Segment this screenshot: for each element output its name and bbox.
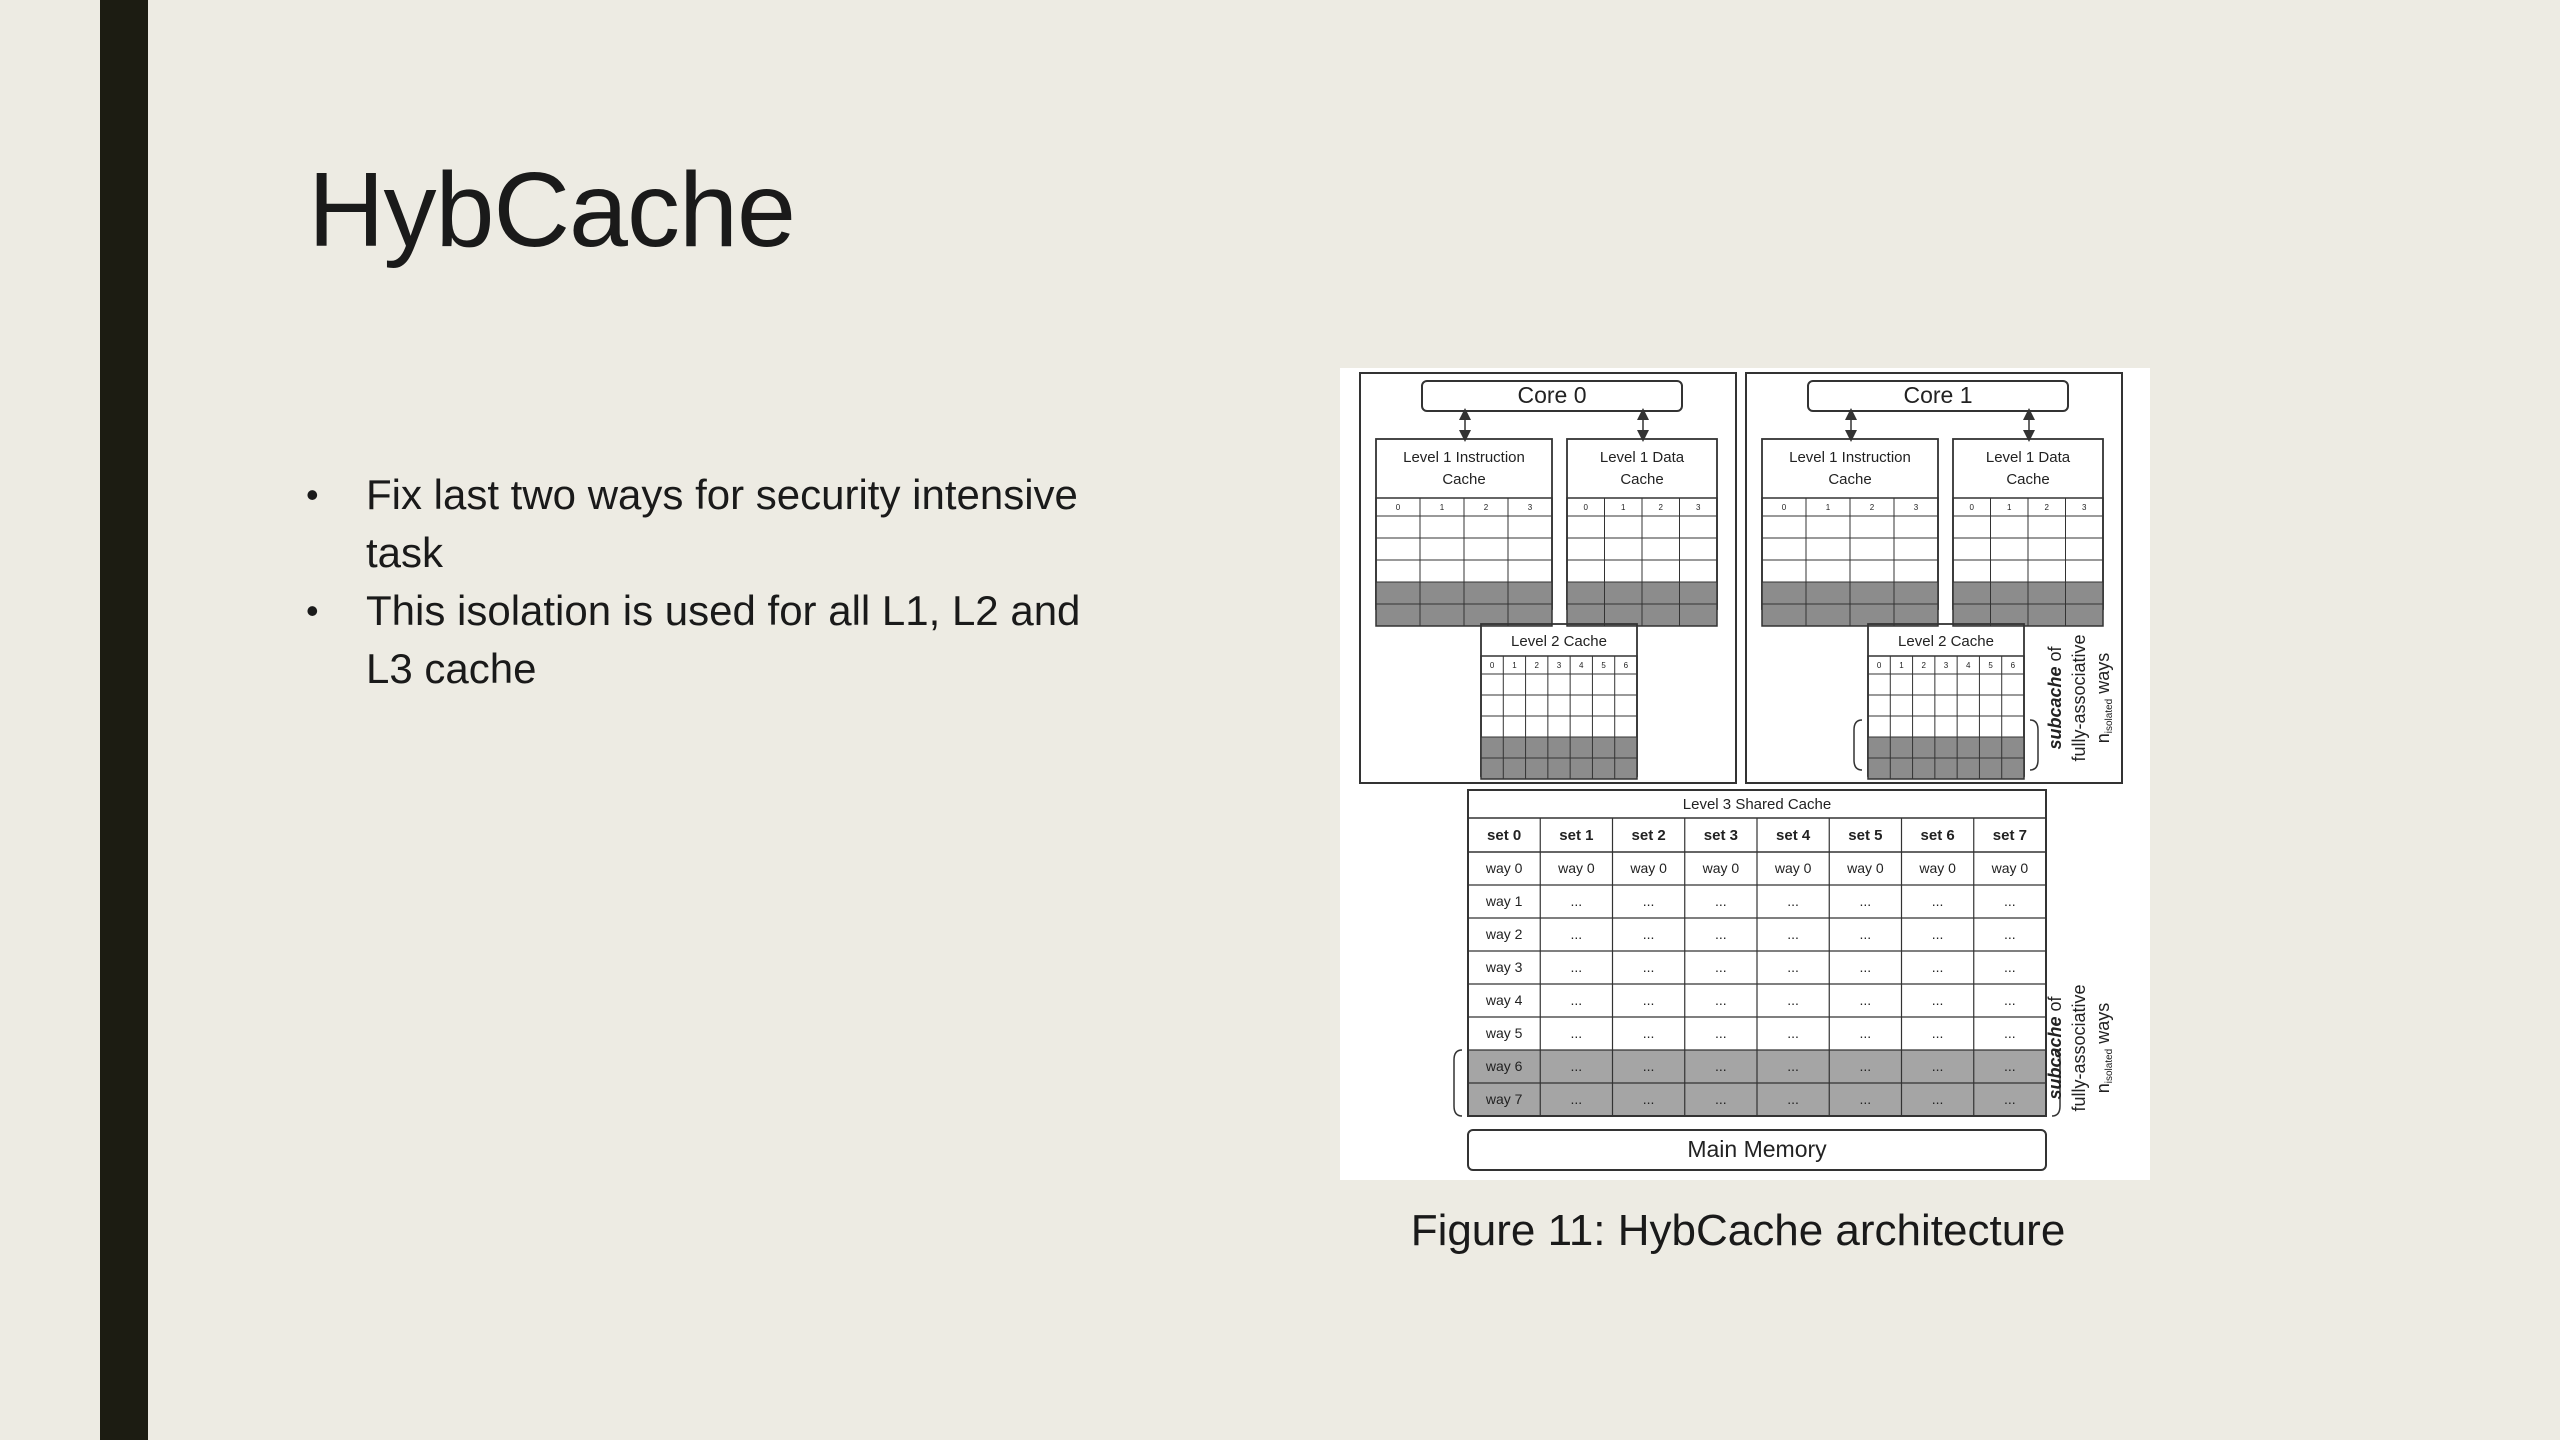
- l2-subcache-line2: fully-associative: [2068, 634, 2089, 762]
- l3-cell: ...: [1931, 959, 1944, 976]
- l3-cell: ...: [1787, 1058, 1799, 1075]
- l3-cell: ...: [1931, 893, 1944, 910]
- l3-cell: way 0: [1774, 860, 1812, 877]
- l2-subcache-line1: [2045, 645, 2065, 749]
- l3-cell: ...: [2004, 1025, 2016, 1042]
- l3-set-header: set 6: [1920, 826, 1955, 844]
- isolated-subscript: isolated: [2103, 1048, 2115, 1084]
- level-2-set-label: 1: [1512, 661, 1517, 671]
- bullet-text: This isolation is used for all L1, L2 and L3 cache: [366, 587, 1081, 692]
- l1-instruction-set-label: 3: [1527, 503, 1533, 513]
- accent-bar: [100, 0, 148, 1440]
- l3-set-header: set 5: [1848, 826, 1883, 844]
- l3-cell: ...: [1859, 959, 1872, 976]
- l3-cell: ...: [1931, 1091, 1944, 1108]
- l3-cell: ...: [2004, 1058, 2016, 1075]
- l3-cell: way 0: [1919, 860, 1956, 877]
- l3-subcache-label: [2045, 984, 2115, 1111]
- l3-cell: ...: [1642, 959, 1655, 976]
- l1-data-set-label: 3: [2082, 503, 2087, 513]
- l1-data-set-label: 2: [1658, 503, 1663, 513]
- l3-way-label: way 5: [1485, 1025, 1523, 1042]
- level-2-isolated-row: [1481, 758, 1637, 779]
- level-2-set-label: 3: [1943, 661, 1949, 671]
- l3-cell: ...: [1859, 1025, 1872, 1042]
- level-2-set-label: 5: [1601, 661, 1606, 671]
- l3-cell: ...: [1570, 1091, 1583, 1108]
- l3-cell: ...: [1642, 1025, 1655, 1042]
- level-2-set-label: 2: [1534, 661, 1539, 671]
- l3-way-label: way 1: [1485, 893, 1523, 910]
- level-3-title: Level 3 Shared Cache: [1682, 795, 1832, 813]
- l1-instruction-set-label: 2: [1483, 503, 1489, 513]
- bullet-text: Fix last two ways for security intensive task: [366, 471, 1078, 576]
- level-2-set-label: 0: [1876, 661, 1882, 671]
- level-2-isolated-row: [1868, 758, 2024, 779]
- level-2-set-label: 1: [1899, 661, 1904, 671]
- l3-way-label: way 4: [1485, 992, 1523, 1009]
- l3-set-header: set 7: [1992, 826, 2027, 844]
- l3-cell: ...: [1715, 893, 1727, 910]
- bullet-dot-icon: •: [306, 590, 319, 631]
- bullet-dot-icon: •: [306, 474, 319, 515]
- of-word: of: [2044, 646, 2065, 667]
- subcache-word: subcache: [2044, 666, 2065, 750]
- level-2-set-label: 5: [1988, 661, 1993, 671]
- l3-cell: ...: [1787, 893, 1799, 910]
- l3-cell: ...: [1859, 992, 1872, 1009]
- l1-data-title: Level 1 Data: [1985, 448, 2071, 466]
- l3-cell: ...: [1787, 1025, 1799, 1042]
- level-2-set-label: 6: [1623, 661, 1629, 671]
- l3-way-label: way 7: [1485, 1091, 1523, 1108]
- n-symbol: n: [2092, 1083, 2113, 1094]
- l1-instruction-set-label: 3: [1913, 503, 1919, 513]
- ways-word: ways: [2092, 1002, 2113, 1049]
- l1-data-set-label: 0: [1583, 503, 1588, 513]
- l3-set-header: set 2: [1631, 826, 1666, 844]
- subcache-word: subcache: [2044, 1016, 2065, 1100]
- l1-data-set-label: 2: [2044, 503, 2049, 513]
- l3-cell: ...: [1570, 1058, 1583, 1075]
- l1-instruction-set-label: 1: [1825, 503, 1831, 513]
- level-2-isolated-row: [1481, 737, 1637, 758]
- l2-isolated-brace-right: [2030, 720, 2038, 770]
- level-2-set-label: 2: [1921, 661, 1926, 671]
- l3-cell: ...: [1570, 992, 1583, 1009]
- l1-instruction-title: Level 1 Instruction: [1789, 448, 1911, 466]
- l3-way-label: way 2: [1485, 926, 1523, 943]
- core-label: Core 0: [1517, 382, 1587, 409]
- l3-cell: ...: [1642, 1091, 1655, 1108]
- l2-subcache-line3: [2093, 653, 2115, 744]
- isolated-subscript: isolated: [2103, 698, 2115, 734]
- level-2-set-label: 4: [1966, 661, 1971, 671]
- l3-cell: ...: [1715, 926, 1727, 943]
- l3-cell: ...: [2004, 1091, 2016, 1108]
- l3-cell: way 0: [1630, 860, 1667, 877]
- level-2-cache-title: Level 2 Cache: [1511, 632, 1607, 650]
- l1-data-set-label: 1: [1621, 503, 1626, 513]
- l3-cell: ...: [1715, 992, 1727, 1009]
- l3-subcache-line1: [2045, 995, 2065, 1099]
- l3-cell: ...: [1859, 1091, 1872, 1108]
- slide-title: HybCache: [308, 151, 795, 269]
- l3-cell: ...: [1931, 992, 1944, 1009]
- level-2-isolated-row: [1868, 737, 2024, 758]
- l3-cell: ...: [1787, 926, 1799, 943]
- l1-data-set-label: 1: [2007, 503, 2012, 513]
- bullet-item: [306, 582, 1106, 698]
- l1-instruction-set-label: 0: [1395, 503, 1401, 513]
- l1-data-set-label: 0: [1969, 503, 1974, 513]
- l3-way-label: way 3: [1485, 959, 1523, 976]
- l3-cell: ...: [1859, 893, 1872, 910]
- l3-cell: ...: [1642, 893, 1655, 910]
- l3-set-header: set 1: [1559, 826, 1594, 844]
- n-symbol: n: [2092, 733, 2113, 744]
- hybcache-architecture-figure: [1340, 368, 2150, 1180]
- l1-instruction-title: Cache: [1442, 470, 1486, 488]
- l1-instruction-set-label: 1: [1439, 503, 1445, 513]
- l3-way-label: way 6: [1485, 1058, 1523, 1075]
- l1-instruction-title: Level 1 Instruction: [1403, 448, 1525, 466]
- l3-cell: ...: [1859, 926, 1872, 943]
- l3-cell: ...: [2004, 959, 2016, 976]
- l3-cell: way 0: [1847, 860, 1884, 877]
- l3-subcache-line2: fully-associative: [2068, 984, 2089, 1112]
- main-memory-label: Main Memory: [1687, 1136, 1827, 1163]
- bullet-item: [306, 466, 1106, 582]
- level-2-set-label: 6: [2010, 661, 2016, 671]
- l3-cell: way 0: [1991, 860, 2029, 877]
- l3-cell: ...: [1787, 992, 1799, 1009]
- l3-set-header: set 0: [1487, 826, 1522, 844]
- l3-cell: ...: [1931, 1058, 1944, 1075]
- l1-data-title: Cache: [2006, 470, 2050, 488]
- l3-subcache-line3: [2093, 1003, 2115, 1094]
- l3-cell: ...: [1570, 926, 1583, 943]
- l3-cell: ...: [1570, 959, 1583, 976]
- l3-cell: ...: [1931, 1025, 1944, 1042]
- level-2-cache-title: Level 2 Cache: [1898, 632, 1994, 650]
- of-word: of: [2044, 996, 2065, 1017]
- l3-cell: ...: [1715, 1025, 1727, 1042]
- level-2-set-label: 4: [1579, 661, 1584, 671]
- l1-instruction-set-label: 2: [1869, 503, 1875, 513]
- l3-set-header: set 3: [1703, 826, 1738, 844]
- l3-cell: ...: [1642, 926, 1655, 943]
- l1-instruction-title: Cache: [1828, 470, 1872, 488]
- l1-data-title: Cache: [1620, 470, 1664, 488]
- figure-caption: Figure 11: HybCache architecture: [1410, 1206, 2066, 1255]
- l3-cell: ...: [1931, 926, 1944, 943]
- ways-word: ways: [2092, 652, 2113, 699]
- l3-cell: ...: [2004, 992, 2016, 1009]
- l3-cell: way 0: [1558, 860, 1595, 877]
- l1-data-set-label: 3: [1696, 503, 1701, 513]
- level-2-set-label: 0: [1489, 661, 1495, 671]
- l3-way-label: way 0: [1485, 860, 1523, 877]
- l3-cell: ...: [2004, 926, 2016, 943]
- l3-cell: ...: [1859, 1058, 1872, 1075]
- l3-cell: ...: [1570, 1025, 1583, 1042]
- l1-instruction-set-label: 0: [1781, 503, 1787, 513]
- core-label: Core 1: [1903, 382, 1973, 409]
- l3-cell: ...: [1642, 1058, 1655, 1075]
- l2-isolated-brace-left: [1854, 720, 1862, 770]
- l3-cell: ...: [1715, 959, 1727, 976]
- l2-subcache-label: [2045, 634, 2115, 761]
- l3-cell: ...: [1787, 1091, 1799, 1108]
- l3-cell: ...: [1570, 893, 1583, 910]
- l3-isolated-brace-left: [1454, 1050, 1462, 1116]
- l1-data-title: Level 1 Data: [1599, 448, 1685, 466]
- level-2-set-label: 3: [1556, 661, 1562, 671]
- l3-cell: way 0: [1702, 860, 1740, 877]
- l3-cell: ...: [2004, 893, 2016, 910]
- l3-cell: ...: [1715, 1091, 1727, 1108]
- l3-set-header: set 4: [1776, 826, 1811, 844]
- l3-cell: ...: [1715, 1058, 1727, 1075]
- hybcache-diagram: [1340, 368, 2150, 1180]
- l3-cell: ...: [1787, 959, 1799, 976]
- l3-cell: ...: [1642, 992, 1655, 1009]
- bullet-list: [306, 466, 1106, 698]
